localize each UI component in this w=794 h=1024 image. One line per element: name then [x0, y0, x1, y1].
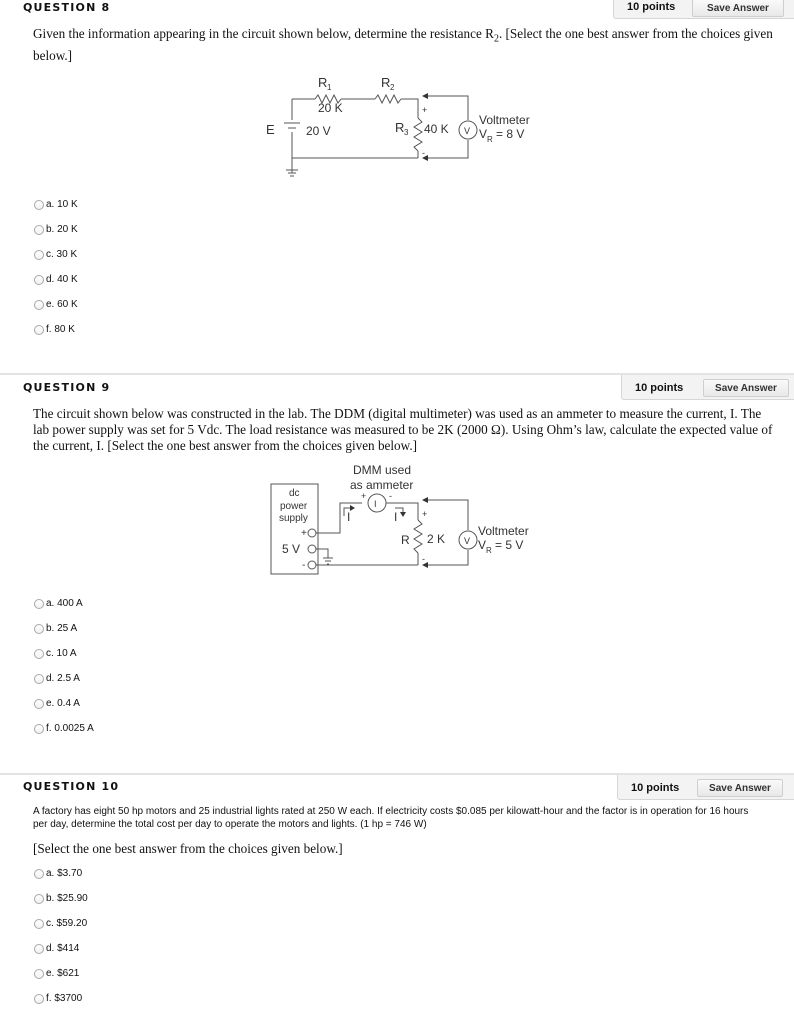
- svg-text:V: V: [479, 127, 488, 141]
- radio-button[interactable]: [34, 275, 44, 285]
- ammeter-icon: [368, 494, 386, 512]
- points-label: 10 points: [635, 382, 684, 394]
- radio-button[interactable]: [34, 969, 44, 979]
- svg-text:5 V: 5 V: [282, 542, 301, 556]
- choice-d[interactable]: d. 40 K: [34, 267, 78, 292]
- resistor-r3: [414, 118, 422, 151]
- radio-button[interactable]: [34, 225, 44, 235]
- radio-button[interactable]: [34, 919, 44, 929]
- choice-f[interactable]: f. 80 K: [34, 317, 78, 342]
- choice-f[interactable]: f. $3700: [34, 986, 88, 1011]
- radio-button[interactable]: [34, 894, 44, 904]
- radio-button[interactable]: [34, 869, 44, 879]
- svg-text:supply: supply: [279, 513, 308, 524]
- svg-text:+: +: [422, 105, 428, 115]
- radio-button[interactable]: [34, 250, 44, 260]
- choice-c[interactable]: c. $59.20: [34, 911, 88, 936]
- answer-choices: [34, 192, 78, 342]
- svg-text:R: R: [318, 75, 328, 90]
- svg-text:E: E: [266, 122, 275, 137]
- svg-text:R: R: [487, 135, 493, 144]
- svg-text:1: 1: [327, 83, 332, 92]
- choice-e[interactable]: e. $621: [34, 961, 88, 986]
- choice-a[interactable]: a. 10 K: [34, 192, 78, 217]
- points-label: 10 points: [631, 782, 680, 794]
- radio-button[interactable]: [34, 599, 44, 609]
- resistor-r2: [375, 95, 401, 103]
- choice-e[interactable]: e. 60 K: [34, 292, 78, 317]
- choice-b[interactable]: b. 20 K: [34, 217, 78, 242]
- radio-button[interactable]: [34, 944, 44, 954]
- save-answer-button[interactable]: Save Answer: [697, 779, 783, 797]
- answer-choices: [34, 861, 88, 1011]
- svg-text:-: -: [422, 148, 425, 158]
- svg-text:R: R: [395, 120, 405, 135]
- choice-e[interactable]: e. 0.4 A: [34, 691, 94, 716]
- choice-d[interactable]: d. 2.5 A: [34, 666, 94, 691]
- svg-text:+: +: [301, 528, 307, 539]
- choice-a[interactable]: a. 400 A: [34, 591, 94, 616]
- svg-text:20 V: 20 V: [306, 124, 331, 138]
- svg-text:40 K: 40 K: [424, 122, 449, 136]
- save-answer-button[interactable]: Save Answer: [703, 379, 789, 397]
- radio-button[interactable]: [34, 674, 44, 684]
- answer-choices: [34, 591, 94, 741]
- save-answer-button[interactable]: Save Answer: [692, 0, 784, 17]
- svg-text:I: I: [374, 499, 377, 509]
- svg-text:V: V: [464, 536, 471, 546]
- question-title: QUESTION 10: [23, 780, 120, 793]
- svg-text:DMM used: DMM used: [353, 463, 412, 477]
- points-panel: [613, 0, 794, 19]
- svg-text:power: power: [280, 501, 308, 512]
- svg-text:dc: dc: [289, 488, 300, 499]
- choice-a[interactable]: a. $3.70: [34, 861, 88, 886]
- svg-text:-: -: [389, 491, 392, 501]
- choice-d[interactable]: d. $414: [34, 936, 88, 961]
- radio-button[interactable]: [34, 724, 44, 734]
- points-panel: [621, 375, 794, 400]
- svg-text:= 5 V: = 5 V: [495, 538, 524, 552]
- question-prompt: Given the information appearing in the circuit shown below, determine the resistance $R_2$. [Select the one best answer from the choices given below.]: [33, 26, 773, 63]
- svg-text:2 K: 2 K: [427, 532, 446, 546]
- svg-text:= 8 V: = 8 V: [496, 127, 525, 141]
- svg-text:-: -: [302, 560, 306, 571]
- choice-c[interactable]: c. 30 K: [34, 242, 78, 267]
- svg-text:20 K: 20 K: [318, 101, 343, 115]
- svg-text:V: V: [464, 126, 471, 136]
- radio-button[interactable]: [34, 994, 44, 1004]
- choice-c[interactable]: c. 10 A: [34, 641, 94, 666]
- question-prompt: The circuit shown below was constructed in the lab. The DDM (digital multimeter) was used as an ammeter to measure the current, I. The lab power supply was set for 5 Vdc. The load resistance was measured to be 2K (2000 Ω). Using Ohm’s law, calculate the expected value of the current, I. [Select the one best answer from the choices given below.]: [33, 406, 773, 453]
- radio-button[interactable]: [34, 300, 44, 310]
- svg-text:R: R: [401, 533, 410, 547]
- points-panel: [617, 775, 794, 800]
- radio-button[interactable]: [34, 325, 44, 335]
- svg-text:V: V: [478, 538, 487, 552]
- radio-button[interactable]: [34, 649, 44, 659]
- choice-b[interactable]: b. 25 A: [34, 616, 94, 641]
- svg-text:3: 3: [404, 128, 409, 137]
- choice-b[interactable]: b. $25.90: [34, 886, 88, 911]
- question-title: QUESTION 8: [23, 1, 111, 14]
- svg-text:+: +: [422, 509, 428, 519]
- svg-text:as ammeter: as ammeter: [350, 478, 414, 492]
- svg-text:Voltmeter: Voltmeter: [478, 524, 529, 538]
- svg-text:-: -: [422, 554, 425, 564]
- svg-text:I: I: [347, 510, 351, 524]
- svg-text:R: R: [486, 546, 492, 555]
- resistor-r: [414, 520, 422, 553]
- circuit-diagram-q8: [240, 70, 560, 185]
- svg-text:I: I: [394, 510, 398, 524]
- choice-f[interactable]: f. 0.0025 A: [34, 716, 94, 741]
- points-label: 10 points: [627, 1, 676, 13]
- svg-text:Voltmeter: Voltmeter: [479, 113, 530, 127]
- circuit-diagram-q9: [260, 460, 560, 580]
- svg-text:R: R: [381, 75, 391, 90]
- svg-text:+: +: [361, 491, 367, 501]
- question-title: QUESTION 9: [23, 381, 111, 394]
- radio-button[interactable]: [34, 200, 44, 210]
- radio-button[interactable]: [34, 699, 44, 709]
- radio-button[interactable]: [34, 624, 44, 634]
- question-instruction: [Select the one best answer from the choices given below.]: [33, 841, 343, 856]
- question-prompt: A factory has eight 50 hp motors and 25 industrial lights rated at 250 W each. If electricity costs $0.085 per kilowatt-hour and the factor is in operation for 16 hours per day, determine the total cost per day to operate the motors and lights. (1 hp = 746 W): [33, 806, 749, 830]
- svg-text:2: 2: [390, 83, 395, 92]
